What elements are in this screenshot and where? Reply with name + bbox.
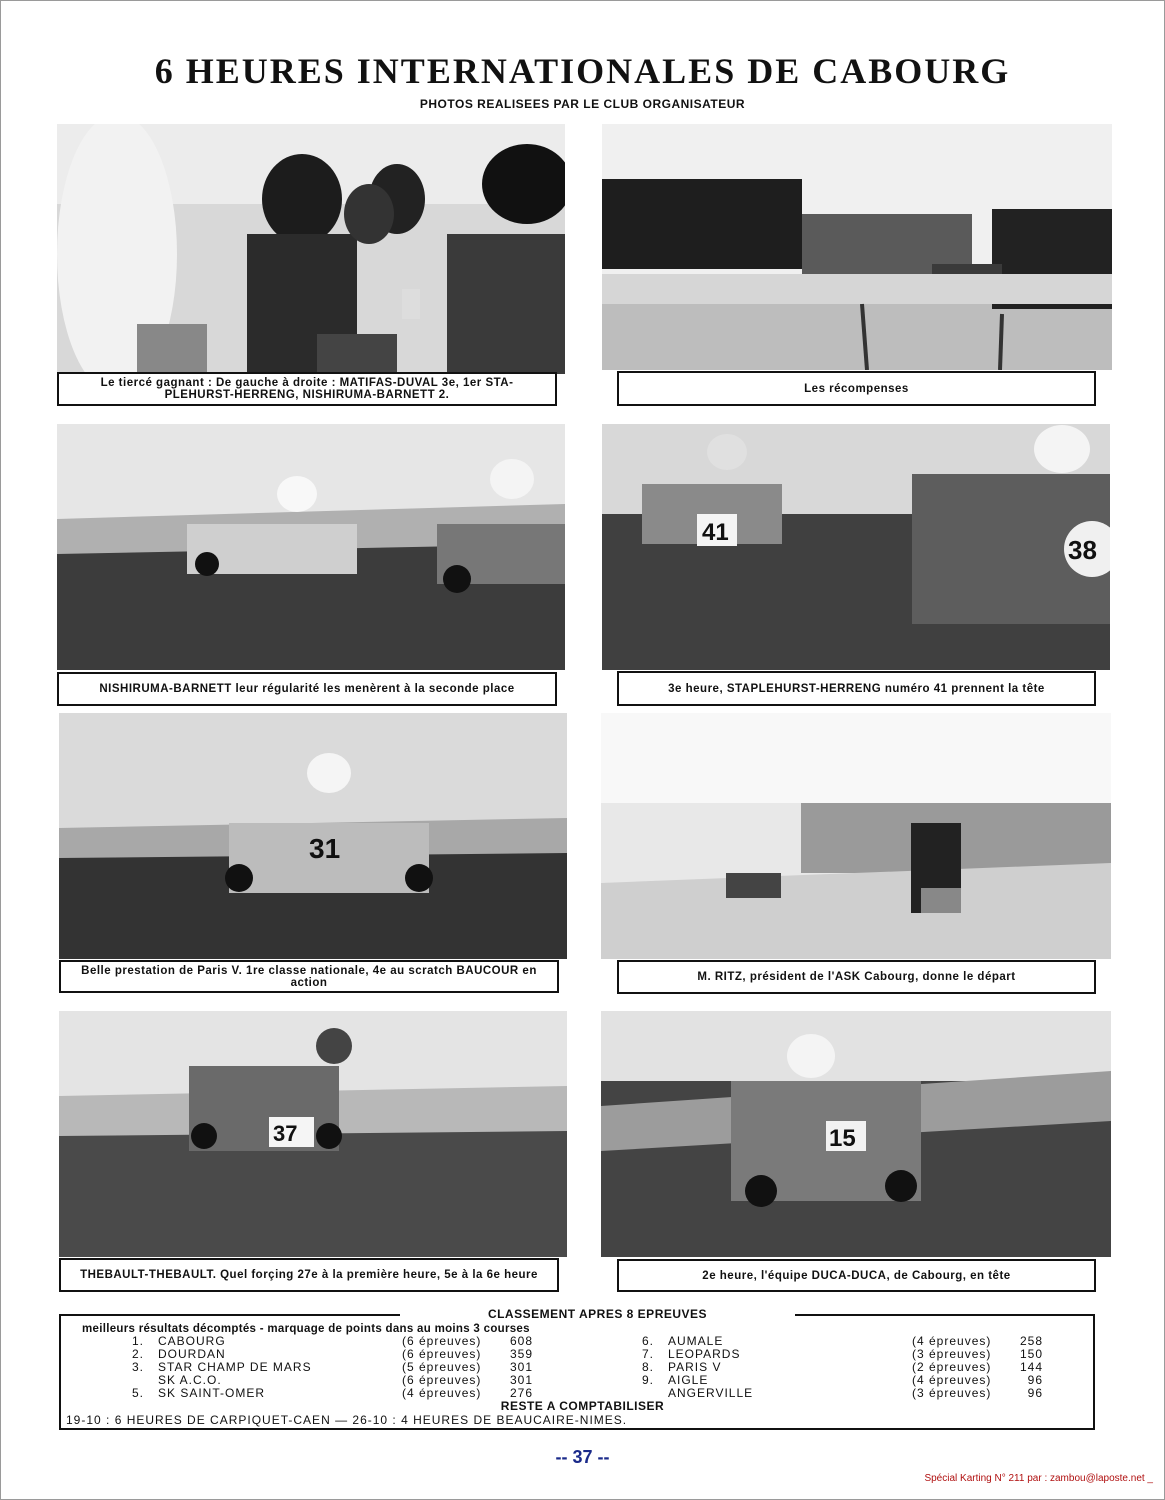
caption-start-ritz: M. RITZ, président de l'ASK Cabourg, donne le départ <box>617 960 1096 994</box>
team: AUMALE <box>668 1334 724 1348</box>
caption-podium: Le tiercé gagnant : De gauche à droite : MATIFAS-DUVAL 3e, 1er STA-PLEHURST-HERRENG, NISHIRUMA-BARNETT 2. <box>57 372 557 406</box>
team: LEOPARDS <box>668 1347 741 1361</box>
events: (4 épreuves) <box>402 1386 482 1400</box>
points: 96 <box>1027 1386 1043 1400</box>
rank: 1. <box>131 1334 144 1348</box>
rank: 9. <box>641 1373 654 1387</box>
points: 258 <box>1019 1334 1043 1348</box>
photo-trophies <box>602 124 1112 370</box>
points: 96 <box>1027 1373 1043 1387</box>
caption-trophies: Les récompenses <box>617 371 1096 406</box>
photo-nishiruma-barnett <box>57 424 565 670</box>
caption-baucour: Belle prestation de Paris V. 1re classe nationale, 4e au scratch BAUCOUR en action <box>59 960 559 993</box>
points: 150 <box>1019 1347 1043 1361</box>
events: (3 épreuves) <box>912 1386 992 1400</box>
standings-heading: CLASSEMENT APRES 8 EPREUVES <box>400 1307 795 1321</box>
rank: 5. <box>131 1386 144 1400</box>
rank: 3. <box>131 1360 144 1374</box>
caption-duca-duca: 2e heure, l'équipe DUCA-DUCA, de Cabourg, en tête <box>617 1259 1096 1292</box>
kart-number-38: 38 <box>1068 535 1097 565</box>
kart-number-37: 37 <box>273 1121 298 1146</box>
photo-start-ritz <box>601 713 1111 959</box>
caption-thebault: THEBAULT-THEBAULT. Quel forçing 27e à la première heure, 5e à la 6e heure <box>59 1258 559 1292</box>
points: 608 <box>509 1334 533 1348</box>
photo-thebault <box>59 1011 567 1257</box>
events: (6 épreuves) <box>402 1373 482 1387</box>
team: STAR CHAMP DE MARS <box>158 1360 312 1374</box>
remaining-heading: RESTE A COMPTABILISER <box>500 1399 665 1413</box>
points: 144 <box>1019 1360 1043 1374</box>
events: (2 épreuves) <box>912 1360 992 1374</box>
rank: 8. <box>641 1360 654 1374</box>
credit-line: Spécial Karting N° 211 par : zambou@laposte.net _ <box>924 1473 1153 1484</box>
page-title: 6 HEURES INTERNATIONALES DE CABOURG <box>154 51 1011 91</box>
rank: 2. <box>131 1347 144 1361</box>
events: (4 épreuves) <box>912 1373 992 1387</box>
kart-number-31: 31 <box>309 833 341 864</box>
team: SK SAINT-OMER <box>158 1386 266 1400</box>
caption-nishiruma-barnett: NISHIRUMA-BARNETT leur régularité les menèrent à la seconde place <box>57 672 557 706</box>
caption-staplehurst-herreng: 3e heure, STAPLEHURST-HERRENG numéro 41 prennent la tête <box>617 671 1096 706</box>
page-subtitle: PHOTOS REALISEES PAR LE CLUB ORGANISATEUR <box>419 97 746 111</box>
points: 276 <box>509 1386 533 1400</box>
points: 301 <box>509 1360 533 1374</box>
events: (3 épreuves) <box>912 1347 992 1361</box>
remaining-events: 19-10 : 6 HEURES DE CARPIQUET-CAEN — 26-10 : 4 HEURES DE BEAUCAIRE-NIMES. <box>66 1413 628 1427</box>
events: (4 épreuves) <box>912 1334 992 1348</box>
points: 301 <box>509 1373 533 1387</box>
photo-podium <box>57 124 565 374</box>
team: PARIS V <box>668 1360 722 1374</box>
rank: 6. <box>641 1334 654 1348</box>
events: (5 épreuves) <box>402 1360 482 1374</box>
page-number: -- 37 -- <box>555 1447 610 1467</box>
photo-duca-duca <box>601 1011 1111 1257</box>
kart-number-41: 41 <box>702 519 729 546</box>
events: (6 épreuves) <box>402 1347 482 1361</box>
rank: 7. <box>641 1347 654 1361</box>
events: (6 épreuves) <box>402 1334 482 1348</box>
standings-subheading: meilleurs résultats décomptés - marquage de points dans au moins 3 courses <box>82 1323 530 1335</box>
team: AIGLE <box>668 1373 709 1387</box>
points: 359 <box>509 1347 533 1361</box>
team: CABOURG <box>158 1334 226 1348</box>
kart-number-15: 15 <box>829 1125 856 1152</box>
team: SK A.C.O. <box>158 1373 222 1387</box>
team: DOURDAN <box>158 1347 226 1361</box>
photo-staplehurst-herreng <box>602 424 1110 670</box>
photo-baucour <box>59 713 567 959</box>
team: ANGERVILLE <box>668 1386 754 1400</box>
